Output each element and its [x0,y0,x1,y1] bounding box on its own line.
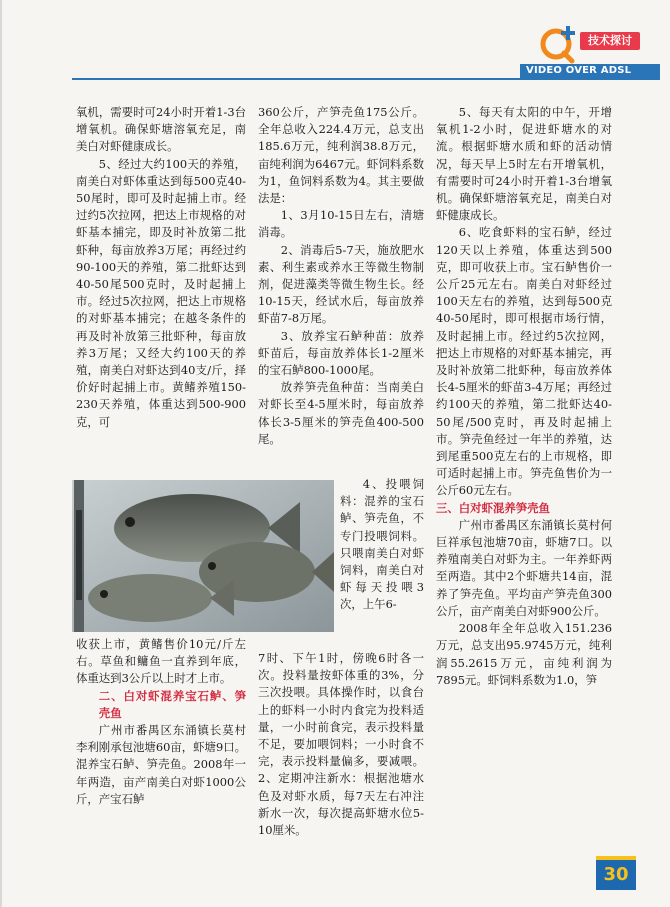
fish-photo [72,480,334,632]
paragraph: 1、3月10-15日左右，清塘消毒。 [258,208,424,240]
section-heading: 三、白对虾混养笋壳鱼 [436,500,550,515]
column-2-wrap [340,476,424,614]
paragraph: 7时、下午1时，傍晚6时各一次。投料量按虾体重的3%，分三次投喂。具体操作时，以食台上的虾料一小时内食完为投料适量，一小时前食完，表示投料量不足，要加喂饲料；一小时食不完，表示投料量偏多，要减喂。2、定期冲注新水：根据池塘水色及对虾水质，每7天左右冲注新水一次，每次提高虾塘水位5-10厘米。 [258,651,424,838]
paragraph: 2、消毒后5-7天，施放肥水素、利生素或养水王等微生物制剂，促进藻类等微生物生长。经10-15天，经试水后，每亩放养虾苗7-8万尾。 [258,242,424,326]
magnifier-logo-icon [538,22,580,64]
section-heading: 二、白对虾混养宝石鲈、笋壳鱼 [98,688,246,720]
column-3 [436,104,612,689]
page-number-box [596,856,636,890]
paragraph: 3、放养宝石鲈种苗：放养虾苗后，每亩放养体长1-2厘米的宝石鲈800-1000尾。 [258,328,424,378]
paragraph: 6、吃食虾料的宝石鲈，经过120天以上养殖，体重达到500克，即可收获上市。宝石鲈售价一公斤25元左右。南美白对虾经过100天左右的养殖，达到每500克40-50尾时，即可根据市场行情，及时起捕上市。经过约5次拉网，把达上市规格的对虾基本捕完，再及时补放第二批虾种，每亩放养体长4-5厘米的虾苗3-4万尾；再经过约100天的养殖，第二批虾达40-50尾/500克时，再及时起捕上市。笋壳鱼经过一年半的养殖，达到尾重500克左右的上市规格，即可适时起捕上市。笋壳鱼售价为一公斤60元左右。 [436,225,612,498]
header-bar: VIDEO OVER ADSL [520,64,660,78]
column-1-bottom [76,636,246,808]
column-2-bottom [258,650,424,839]
paragraph: 2008年全年总收入151.236万元，总支出95.9745万元，纯利润55.2615万元，亩纯利润为7895元。虾饲料系数为1.0，笋 [436,621,612,687]
section-tag: 技术探讨 [580,32,640,50]
paragraph: 5、每天有太阳的中午，开增氧机1-2小时，促进虾塘水的对流。根据虾塘水质和虾的活动情况，每天早上5时左右开增氧机，有需要时可24小时开着1-3台增氧机。确保虾塘溶氧充足，南美白对虾健康成长。 [436,105,612,223]
paragraph: 5、经过大约100天的养殖，南美白对虾体重达到每500克40-50尾时，即可及时起捕上市。经过约5次拉网，把达上市规格的对虾基本捕完，即及时补放第二批虾种，每亩放养3万尾；再经过约90-100天的养殖，第二批虾达到40-50尾500克时，及时起捕上市。经过5次拉网，把达上市规格的对虾基本捕完；在越冬条件的再及时补放第三批虾种，每亩放养3万尾；又经大约100天的养殖，南美白对虾达到40支/斤，择价好时起捕上市。黄鳍养殖150-230天养殖，体重达到500-900克，可 [76,156,246,429]
column-2-top [258,104,424,448]
column-1-top [76,104,246,431]
header-rule [72,78,660,80]
paragraph: 氧机，需要时可24小时开着1-3台增氧机。确保虾塘溶氧充足，南美白对虾健康成长。 [76,105,246,154]
paragraph: 360公斤，产笋壳鱼175公斤。全年总收入224.4万元，总支出185.6万元，纯利润38.8万元，亩纯利润为6467元。虾饲料系数为1，鱼饲料系数为4。其主要做法是： [258,105,424,206]
paragraph: 广州市番禺区东涌镇长莫村何巨祥承包池塘70亩，虾塘7口。以养殖南美白对虾为主。一年养虾两至两造。其中2个虾塘共14亩，混养了笋壳鱼。平均亩产笋壳鱼300公斤，亩产南美白对虾900公斤。 [436,517,612,618]
paragraph: 收获上市，黄鳍售价10元/斤左右。草鱼和鳙鱼一直养到年底，体重达到3公斤以上时才上市。 [76,637,246,686]
page-number: 30 [603,864,629,885]
paragraph: 广州市番禺区东涌镇长莫村李利刚承包池塘60亩，虾塘9口。混养宝石鲈、笋壳鱼。2008年一年两造，亩产南美白对虾1000公斤，产宝石鲈 [76,723,246,806]
paragraph: 4、投喂饲料：混养的宝石鲈、笋壳鱼，不专门投喂饲料。只喂南美白对虾饲料，南美白对虾每天投喂3次，上午6- [340,477,424,612]
paragraph: 放养笋壳鱼种苗：当南美白对虾长至4-5厘米时，每亩放养体长3-5厘米的笋壳鱼400-500尾。 [258,380,424,446]
